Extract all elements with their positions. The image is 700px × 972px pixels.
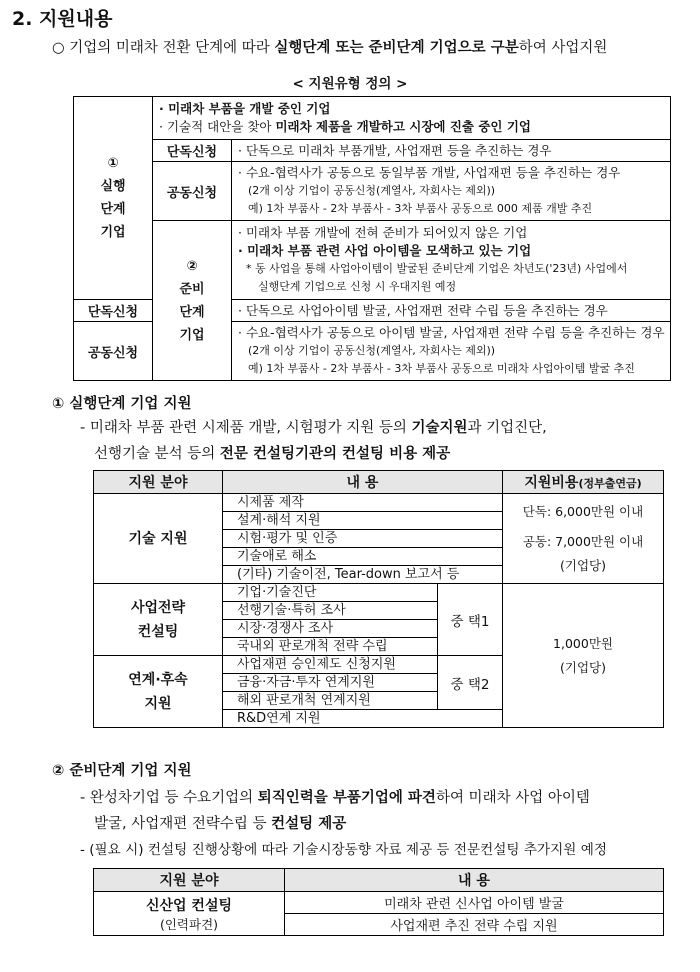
prep-single-label: 단독신청 — [74, 300, 153, 322]
tech-item: 시험·평가 및 인증 — [223, 530, 503, 548]
definition-title: < 지원유형 정의 > — [292, 76, 408, 92]
strategy-item: 시장·경쟁사 조사 — [223, 620, 438, 638]
intro-text: 기업의 미래차 전환 단계에 따라 — [69, 40, 275, 56]
tech-cost: 단독: 6,000만원 이내 공동: 7,000만원 이내 (기업당) — [503, 494, 664, 584]
tech-item: 설계·해석 지원 — [223, 512, 503, 530]
link-item: 해외 판로개척 연계지원 — [223, 692, 438, 710]
exec-support-para-1: - 미래차 부품 관련 시제품 개발, 시험평가 지원 등의 기술지원과 기업진단, — [80, 420, 547, 436]
strategy-select-rule: 중 택1 — [438, 584, 503, 656]
col-header-field: 지원 분야 — [94, 869, 285, 892]
strategy-item: 기업·기술진단 — [223, 584, 438, 602]
prep-description: · 미래차 부품 개발에 전혀 준비가 되어있지 않은 기업 · 미래차 부품 관련 사업 아이템을 모색하고 있는 기업 * 동 사업을 통해 사업아이템이 발굴된 준비단계 기업은 차년도('23년) 사업에서 실행단계 기업으로 신청 시 우대지원 예정 — [232, 221, 671, 300]
intro-text-end: 하여 사업지원 — [518, 40, 608, 56]
tech-support-label: 기술 지원 — [94, 494, 223, 584]
exec-description: · 미래차 부품을 개발 중인 기업 · 기술적 대안을 찾아 미래차 제품을 개발하고 시장에 진출 중인 기업 — [153, 97, 671, 140]
exec-support-table — [93, 470, 664, 728]
exec-joint-desc: · 수요-협력사가 공동으로 동일부품 개발, 사업재편 등을 추진하는 경우 (2개 이상 기업이 공동신청(계열사, 자회사는 제외)) 예) 1차 부품사 - 2차 부품사 - 3차 부품사 공동으로 000 제품 개발 추진 — [232, 162, 671, 221]
prep-support-para-1: - 완성차기업 등 수요기업의 퇴직인력을 부품기업에 파견하여 미래차 사업 아이템 — [80, 790, 590, 806]
link-item: 사업재편 승인제도 신청지원 — [223, 656, 438, 674]
prep-content-item: 미래차 관련 신사업 아이템 발굴 — [285, 892, 664, 914]
prep-support-title: ② 준비단계 기업 지원 — [52, 763, 192, 779]
col-header-content: 내 용 — [223, 471, 503, 494]
exec-support-para-2: 선행기술 분석 등의 전문 컨설팅기관의 컨설팅 비용 제공 — [94, 446, 451, 462]
prep-joint-desc: · 수요-협력사가 공동으로 아이템 발굴, 사업재편 전략 수립 등을 추진하는 경우 (2개 이상 기업이 공동신청(계열사, 자회사는 제외)) 예) 1차 부품사 - 2차 부품사 - 3차 부품사 공동으로 미래차 사업아이템 발굴 추진 — [232, 322, 671, 381]
tech-item: 시제품 제작 — [223, 494, 503, 512]
strategy-item: 국내외 판로개척 전략 수립 — [223, 638, 438, 656]
tech-item: 기술애로 해소 — [223, 548, 503, 566]
exec-support-title: ① 실행단계 기업 지원 — [52, 396, 192, 412]
support-type-definition-table — [73, 96, 671, 381]
link-support-label: 연계·후속 지원 — [94, 656, 223, 728]
new-industry-consulting-label: 신산업 컨설팅 (인력파견) — [94, 892, 285, 936]
link-item: R&D연계 지원 — [223, 710, 503, 728]
exec-joint-label: 공동신청 — [153, 162, 232, 221]
col-header-field: 지원 분야 — [94, 471, 223, 494]
exec-stage-category: ① 실행 단계 기업 — [74, 97, 153, 300]
strategy-item: 선행기술·특허 조사 — [223, 602, 438, 620]
prep-joint-label: 공동신청 — [74, 322, 153, 381]
prep-support-para-2: 발굴, 사업재편 전략수립 등 컨설팅 제공 — [94, 816, 347, 832]
prep-stage-category: ② 준비 단계 기업 — [153, 221, 232, 381]
strategy-consulting-label: 사업전략 컨설팅 — [94, 584, 223, 656]
link-item: 금융·자금·투자 연계지원 — [223, 674, 438, 692]
prep-support-para-3: - (필요 시) 컨설팅 진행상황에 따라 기술시장동향 자료 제공 등 전문컨설팅 추가지원 예정 — [80, 842, 607, 858]
col-header-content: 내 용 — [285, 869, 664, 892]
section-heading: 2. 지원내용 — [12, 8, 113, 30]
bullet-circle: ○ — [52, 40, 65, 56]
prep-single-desc: · 단독으로 사업아이템 발굴, 사업재편 전략 수립 등을 추진하는 경우 — [232, 300, 671, 322]
consulting-cost: 1,000만원 (기업당) — [503, 584, 664, 728]
link-select-rule: 중 택2 — [438, 656, 503, 710]
exec-single-desc: · 단독으로 미래차 부품개발, 사업재편 등을 추진하는 경우 — [232, 140, 671, 162]
intro-paragraph — [52, 36, 607, 57]
tech-item: (기타) 기술이전, Tear-down 보고서 등 — [223, 566, 503, 584]
exec-single-label: 단독신청 — [153, 140, 232, 162]
col-header-cost: 지원비용(정부출연금) — [503, 471, 664, 494]
prep-support-table — [93, 868, 664, 936]
prep-content-item: 사업재편 추진 전략 수립 지원 — [285, 914, 664, 936]
intro-bold: 실행단계 또는 준비단계 기업으로 구분 — [274, 40, 519, 56]
